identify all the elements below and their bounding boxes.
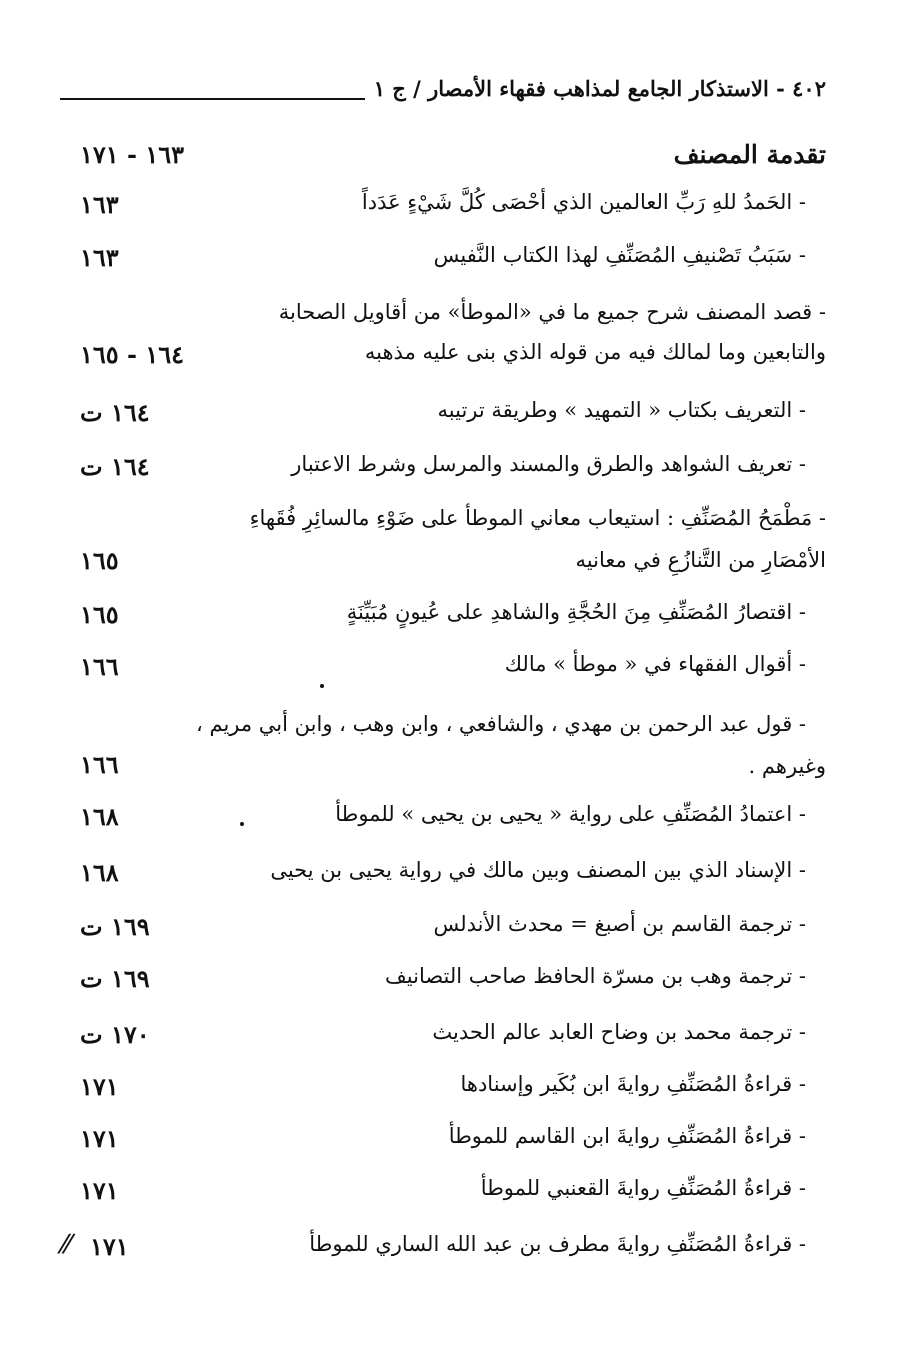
toc-entry [60, 652, 826, 686]
entry-page: ١٧١ [80, 1176, 119, 1205]
entry-page: ١٦٤ ت [80, 452, 150, 481]
header-rule [60, 98, 365, 100]
header-title: ٤٠٢ - الاستذكار الجامع لمذاهب فقهاء الأمصار / ج ١ [373, 76, 826, 101]
toc-entry [60, 1232, 826, 1266]
toc-entry [60, 398, 826, 432]
entry-text: - ترجمة وهب بن مسرّة الحافظ صاحب التصانيف [385, 964, 806, 988]
toc-entry [60, 912, 826, 946]
entry-text: - مَطْمَحُ المُصَنِّفِ : استيعاب معاني الموطأ على ضَوْءِ مالسائِرِ فُقَهاءِ [249, 506, 826, 530]
entry-text: - قراءةُ المُصَنِّفِ روايةَ ابن بُكَير وإسنادها [460, 1072, 806, 1096]
toc-entry [60, 802, 826, 836]
entry-text: - ترجمة محمد بن وضاح العابد عالم الحديث [432, 1020, 806, 1044]
entry-text: - اعتمادُ المُصَنِّفِ على رواية « يحيى بن يحيى » للموطأ [335, 802, 806, 826]
entry-page: ١٦٥ [80, 546, 119, 575]
entry-page: ١٧٠ ت [80, 1020, 150, 1049]
entry-text: - سَبَبُ تَصْنيفِ المُصَنِّفِ لهذا الكتاب النَّفيس [433, 243, 806, 267]
entry-text: - تعريف الشواهد والطرق والمسند والمرسل وشرط الاعتبار [291, 452, 806, 476]
toc-entry [60, 452, 826, 486]
section-title: تقدمة المصنف [673, 140, 826, 169]
toc-entry [60, 600, 826, 634]
entry-page: ١٦٦ [80, 750, 119, 779]
entry-text: - التعريف بكتاب « التمهيد » وطريقة ترتيبه [437, 398, 806, 422]
entry-text-continued: وغيرهم . [748, 754, 826, 778]
ink-speck [320, 684, 324, 688]
entry-page: ١٦٤ ت [80, 398, 150, 427]
toc-entry [60, 1124, 826, 1158]
entry-text: - قراءةُ المُصَنِّفِ روايةَ مطرف بن عبد الله الساري للموطأ [309, 1232, 806, 1256]
entry-page: ١٦٩ ت [80, 912, 150, 941]
running-header [60, 68, 826, 108]
entry-page: ١٧١ [80, 1124, 119, 1153]
section-pages: ١٦٣ - ١٧١ [80, 140, 185, 169]
entry-page: ١٦٣ [80, 190, 119, 219]
entry-text-continued: الأمْصَارِ من التَّنازُعِ في معانيه [575, 548, 826, 572]
entry-page: ١٦٣ [80, 243, 119, 272]
entry-text: - قصد المصنف شرح جميع ما في «الموطأ» من أقاويل الصحابة [278, 300, 826, 324]
entry-page: ١٦٦ [80, 652, 119, 681]
entry-text: - قراءةُ المُصَنِّفِ روايةَ القعنبي للموطأ [480, 1176, 806, 1200]
entry-page: ١٧١ [80, 1072, 119, 1101]
entry-page: ١٦٥ [80, 600, 119, 629]
margin-pen-mark: ⁄⁄ [62, 1230, 71, 1260]
toc-entry [60, 190, 826, 224]
entry-page: ١٦٨ [80, 802, 119, 831]
entry-text: - الحَمدُ للهِ رَبِّ العالمين الذي أحْصَى كُلَّ شَيْءٍ عَدَداً [361, 190, 806, 214]
entry-page: ١٦٩ ت [80, 964, 150, 993]
toc-entry [60, 506, 826, 586]
entry-text: - قراءةُ المُصَنِّفِ روايةَ ابن القاسم للموطأ [448, 1124, 806, 1148]
toc-entry [60, 243, 826, 277]
ink-speck [240, 822, 244, 826]
entry-text: - الإسناد الذي بين المصنف وبين مالك في رواية يحيى بن يحيى [270, 858, 806, 882]
entry-page: ١٦٤ - ١٦٥ [80, 340, 185, 369]
toc-entry [60, 858, 826, 892]
entry-text-continued: والتابعين وما لمالك فيه من قوله الذي بنى عليه مذهبه [364, 340, 826, 364]
toc-entry [60, 300, 826, 380]
entry-text: - أقوال الفقهاء في « موطأ » مالك [504, 652, 806, 676]
entry-text: - اقتصارُ المُصَنِّفِ مِنَ الحُجَّةِ والشاهدِ على عُيونٍ مُبَيِّنَةٍ [346, 600, 806, 624]
toc-entry [60, 964, 826, 998]
toc-entry [60, 712, 826, 792]
entry-text: - قول عبد الرحمن بن مهدي ، والشافعي ، وابن وهب ، وابن أبي مريم ، [196, 712, 806, 736]
toc-entry [60, 1020, 826, 1054]
section-heading [60, 140, 826, 174]
toc-entry [60, 1072, 826, 1106]
toc-entry [60, 1176, 826, 1210]
entry-text: - ترجمة القاسم بن أصبغ = محدث الأندلس [433, 912, 806, 936]
entry-page: ١٧١ [90, 1232, 129, 1261]
entry-page: ١٦٨ [80, 858, 119, 887]
